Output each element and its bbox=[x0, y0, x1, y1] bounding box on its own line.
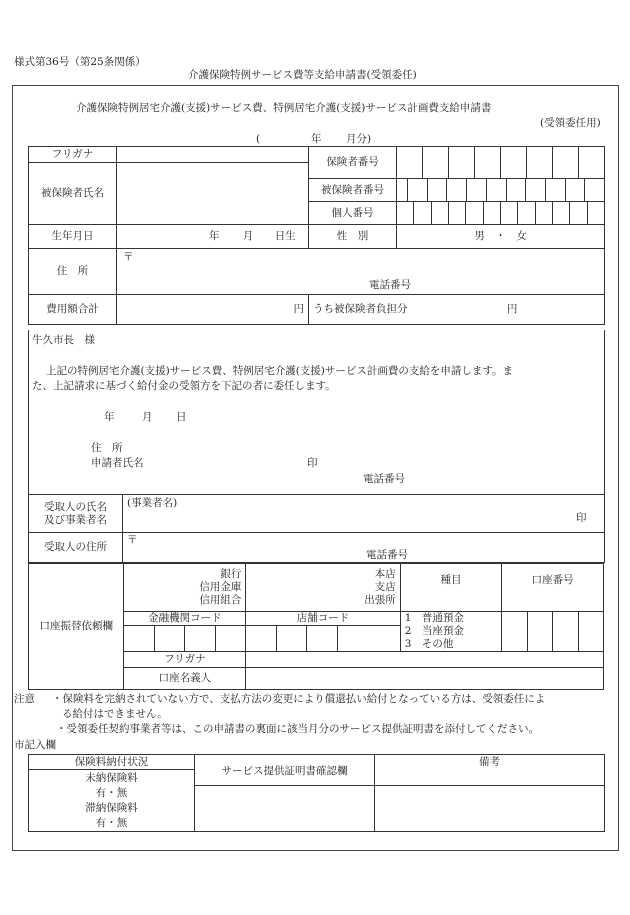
furigana-field[interactable] bbox=[117, 147, 309, 163]
address-label: 住 所 bbox=[29, 249, 117, 295]
insured-no-boxes[interactable] bbox=[397, 179, 605, 202]
insurer-no-label: 保険者番号 bbox=[309, 147, 397, 179]
account-digit[interactable] bbox=[553, 612, 578, 652]
remarks-label: 備考 bbox=[375, 755, 605, 786]
postal-mark: 〒 bbox=[127, 534, 138, 546]
insurer-digit[interactable] bbox=[475, 147, 501, 179]
insurer-digit[interactable] bbox=[449, 147, 475, 179]
account-digit[interactable] bbox=[527, 612, 552, 652]
premium-status-label: 保険料納付状況 bbox=[29, 755, 195, 770]
cost-total-field[interactable] bbox=[117, 295, 309, 325]
notes-label: 注意 bbox=[14, 693, 35, 705]
insured-name-label: 被保険者氏名 bbox=[29, 163, 117, 225]
self-burden-label: うち被保険者負担分 bbox=[313, 303, 408, 316]
applicant-table bbox=[28, 146, 605, 325]
personal-no-label: 個人番号 bbox=[309, 202, 397, 225]
note-1b: る給付はできません。 bbox=[62, 708, 168, 720]
header-title: 介護保険特例サービス費等支給申請書(受領委任) bbox=[188, 69, 417, 81]
postal-mark: 〒 bbox=[123, 251, 134, 263]
fi-code-digit[interactable] bbox=[154, 626, 184, 652]
birth-year: 年 bbox=[209, 230, 220, 243]
bank-type-field[interactable]: 銀行 信用金庫 信用組合 bbox=[124, 564, 246, 612]
bank-section-label: 口座振替依頼欄 bbox=[29, 564, 124, 690]
address-field[interactable] bbox=[117, 249, 605, 295]
yen-unit: 円 bbox=[506, 303, 518, 316]
applicant-phone-label: 電話番号 bbox=[363, 473, 405, 485]
account-type-options[interactable]: 1 普通預金 2 当座預金 3 その他 bbox=[400, 612, 502, 652]
note-1a: ・保険料を完納されていない方で、支払方法の変更により償還払い給付となっている方は、受領委任によ bbox=[52, 693, 546, 705]
holder-label: 口座名義人 bbox=[124, 668, 246, 690]
insured-name-field[interactable] bbox=[117, 163, 309, 225]
certificate-check-label: サービス提供証明書確認欄 bbox=[195, 755, 375, 786]
branch-code-digit[interactable] bbox=[246, 626, 276, 652]
applicant-address-label: 住 所 bbox=[91, 442, 123, 454]
delinquent-premium-label: 滞納保険料 bbox=[29, 801, 195, 816]
city-section-title: 市記入欄 bbox=[14, 739, 56, 751]
date-year: 年 bbox=[104, 411, 115, 423]
recipient-address-label: 受取人の住所 bbox=[29, 533, 123, 563]
furigana-label: フリガナ bbox=[29, 147, 117, 163]
holder-furigana-label: フリガナ bbox=[124, 652, 246, 668]
personal-no-boxes[interactable] bbox=[397, 202, 605, 225]
account-digit[interactable] bbox=[578, 612, 604, 652]
addressee: 牛久市長 様 bbox=[32, 334, 95, 346]
birth-day: 日生 bbox=[274, 230, 296, 243]
insurer-digit[interactable] bbox=[527, 147, 553, 179]
applicant-seal: 印 bbox=[307, 457, 318, 469]
self-burden-field[interactable] bbox=[309, 295, 605, 325]
bank-table bbox=[28, 563, 604, 690]
branch-code-digit[interactable] bbox=[337, 626, 400, 652]
branch-code-label: 店舗コード bbox=[246, 612, 400, 626]
delinquent-yn[interactable]: 有・無 bbox=[29, 816, 195, 832]
fi-code-digit[interactable] bbox=[124, 626, 154, 652]
period-open: ( bbox=[256, 133, 261, 145]
address-phone-label: 電話番号 bbox=[369, 279, 411, 291]
account-type-label: 種目 bbox=[400, 564, 502, 612]
account-digit[interactable] bbox=[502, 612, 527, 652]
period-month: 月分) bbox=[346, 133, 372, 145]
recipient-address-field[interactable] bbox=[123, 533, 605, 563]
birth-label: 生年月日 bbox=[29, 225, 117, 249]
branch-type-field[interactable]: 本店 支店 出張所 bbox=[246, 564, 400, 612]
sex-label: 性 別 bbox=[309, 225, 397, 249]
unpaid-yn[interactable]: 有・無 bbox=[29, 786, 195, 801]
birth-field[interactable] bbox=[117, 225, 309, 249]
form-subtitle: (受領委任用) bbox=[540, 117, 601, 129]
insured-no-label: 被保険者番号 bbox=[309, 179, 397, 202]
period-year: 年 bbox=[311, 133, 322, 145]
recipient-table bbox=[28, 494, 605, 563]
form-number: 様式第36号（第25条関係） bbox=[14, 56, 146, 68]
remarks-field[interactable] bbox=[375, 786, 605, 832]
recipient-seal: 印 bbox=[576, 512, 587, 524]
birth-month: 月 bbox=[242, 230, 254, 243]
declaration-line1: 上記の特例居宅介護(支援)サービス費、特例居宅介護(支援)サービス計画費の支給を申請します。ま bbox=[46, 365, 514, 377]
recipient-name-label: 受取人の氏名 及び事業者名 bbox=[29, 495, 123, 533]
recipient-phone-label: 電話番号 bbox=[366, 549, 408, 561]
fi-code-digit[interactable] bbox=[215, 626, 245, 652]
fi-code-label: 金融機関コード bbox=[124, 612, 246, 626]
date-day: 日 bbox=[176, 411, 187, 423]
note-2: ・受領委任契約事業者等は、この申請書の裏面に該当月分のサービス提供証明書を添付してください。 bbox=[56, 723, 539, 735]
fi-code-digit[interactable] bbox=[185, 626, 215, 652]
holder-field[interactable] bbox=[246, 668, 604, 690]
branch-code-digit[interactable] bbox=[276, 626, 306, 652]
insurer-digit[interactable] bbox=[579, 147, 605, 179]
insurer-digit[interactable] bbox=[423, 147, 449, 179]
sex-field[interactable]: 男 ・ 女 bbox=[397, 225, 605, 249]
cost-total-label: 費用額合計 bbox=[29, 295, 117, 325]
date-month: 月 bbox=[142, 411, 153, 423]
insurer-digit[interactable] bbox=[553, 147, 579, 179]
insurer-digit[interactable] bbox=[397, 147, 423, 179]
city-table bbox=[28, 754, 605, 832]
recipient-name-field[interactable] bbox=[123, 495, 605, 533]
account-no-label: 口座番号 bbox=[502, 564, 604, 612]
yen-unit: 円 bbox=[293, 303, 304, 316]
certificate-check-field[interactable] bbox=[195, 786, 375, 832]
insurer-digit[interactable] bbox=[501, 147, 527, 179]
declaration-line2: た、上記請求に基づく給付金の受領方を下記の者に委任します。 bbox=[32, 380, 336, 392]
form-title: 介護保険特例居宅介護(支援)サービス費、特例居宅介護(支援)サービス計画費支給申請書 bbox=[76, 102, 492, 114]
unpaid-premium-label: 未納保険料 bbox=[29, 770, 195, 786]
branch-code-digit[interactable] bbox=[307, 626, 337, 652]
business-name-label: (事業者名) bbox=[127, 497, 178, 509]
applicant-name-label: 申請者氏名 bbox=[91, 457, 144, 469]
holder-furigana-field[interactable] bbox=[246, 652, 604, 668]
